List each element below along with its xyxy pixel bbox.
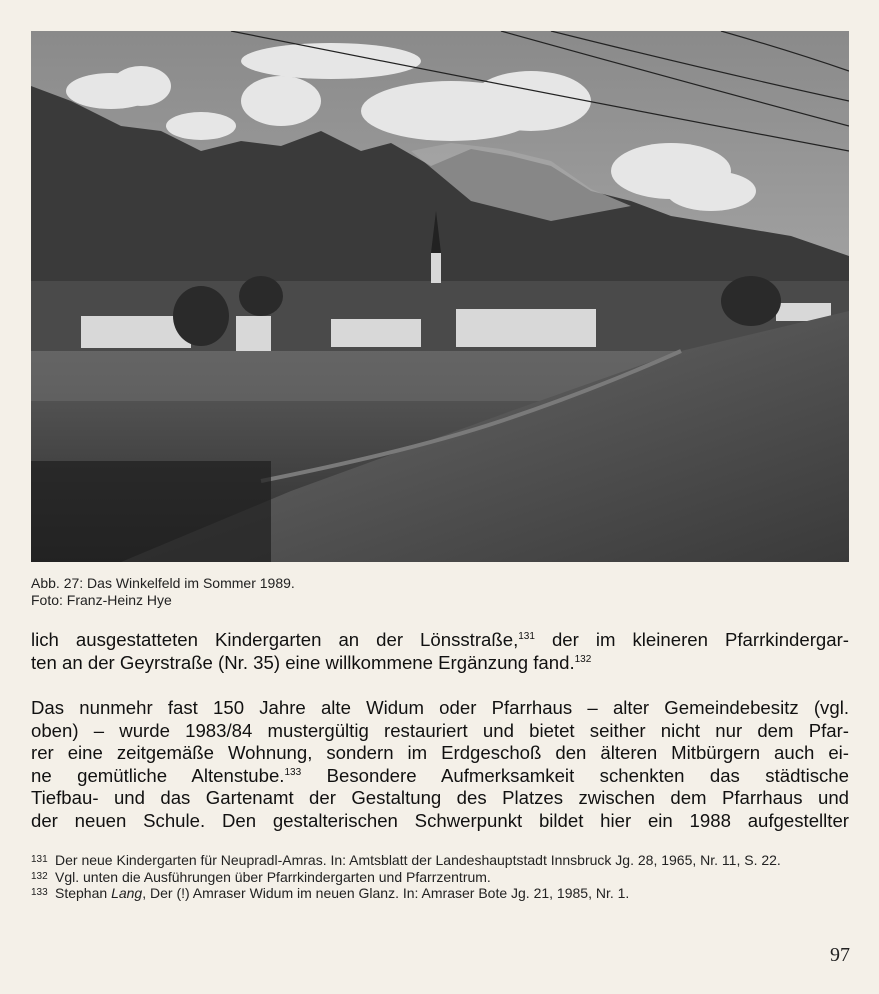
footnote-number: 133 bbox=[31, 887, 48, 898]
photo-caption bbox=[31, 575, 295, 609]
text-segment: Besondere Aufmerksamkeit schenkten das städtische bbox=[301, 764, 849, 786]
footnote-ref-133: 133 bbox=[284, 766, 302, 778]
text-segment: ten an der Geyrstraße (Nr. 35) eine willkommene Ergänzung fand. bbox=[31, 651, 575, 673]
paragraph-2-line-5: Tiefbau- und das Gartenamt der Gestaltung des Platzes zwischen dem Pfarrhaus und bbox=[31, 787, 849, 808]
text-segment: lich ausgestatteten Kindergarten an der Lönsstraße, bbox=[31, 629, 519, 650]
author-name: Lang bbox=[111, 885, 143, 901]
text-segment: der im kleineren Pfarrkindergar- bbox=[534, 629, 849, 650]
paragraph-2-line-1: Das nunmehr fast 150 Jahre alte Widum oder Pfarrhaus – alter Gemeindebesitz (vgl. bbox=[31, 697, 849, 718]
caption-credit: Foto: Franz-Heinz Hye bbox=[31, 592, 172, 608]
footnote-ref-132: 132 bbox=[574, 653, 592, 665]
text-segment: , Der (!) Amraser Widum im neuen Glanz. In: Amraser Bote Jg. 21, 1985, Nr. 1. bbox=[142, 885, 630, 901]
paragraph-1-line-2 bbox=[31, 652, 849, 675]
page-number: 97 bbox=[830, 944, 850, 966]
paragraph-2-line-2: oben) – wurde 1983/84 mustergültig restauriert und bietet seither nicht nur dem Pfar- bbox=[31, 719, 849, 741]
paragraph-2-line-6: der neuen Schule. Den gestalterischen Schwerpunkt bildet hier ein 1988 aufgestellter bbox=[31, 809, 849, 831]
paragraph-2-line-3: rer eine zeitgemäße Wohnung, sondern im Erdgeschoß den älteren Mitbürgern auch ei- bbox=[31, 742, 849, 763]
text-segment: ne gemütliche Altenstube. bbox=[31, 764, 285, 786]
footnote-133 bbox=[31, 885, 849, 902]
footnote-text: Der neue Kindergarten für Neupradl-Amras. In: Amtsblatt der Landeshauptstadt Innsbruck Jg. 28, 1965, Nr. 11, S. 22. bbox=[55, 852, 781, 868]
footnote-131 bbox=[31, 852, 849, 869]
dark-field bbox=[31, 461, 271, 562]
footnote-text: Vgl. unten die Ausführungen über Pfarrkindergarten und Pfarrzentrum. bbox=[55, 868, 491, 885]
caption-title: Abb. 27: Das Winkelfeld im Sommer 1989. bbox=[31, 575, 295, 591]
footnote-number: 132 bbox=[31, 870, 48, 882]
paragraph-1-line-1 bbox=[31, 629, 849, 652]
paragraph-1 bbox=[31, 629, 849, 674]
footnote-ref-131: 131 bbox=[518, 631, 535, 642]
footnote-number: 131 bbox=[31, 854, 48, 865]
photo-illustration bbox=[31, 31, 849, 562]
footnote-132 bbox=[31, 869, 849, 886]
paragraph-2-line-4 bbox=[31, 765, 849, 788]
text-segment: Stephan bbox=[55, 885, 112, 901]
footnote-text bbox=[55, 885, 849, 902]
footnotes bbox=[31, 852, 849, 902]
paragraph-2 bbox=[31, 697, 849, 832]
photo-winkelfeld bbox=[31, 31, 849, 562]
